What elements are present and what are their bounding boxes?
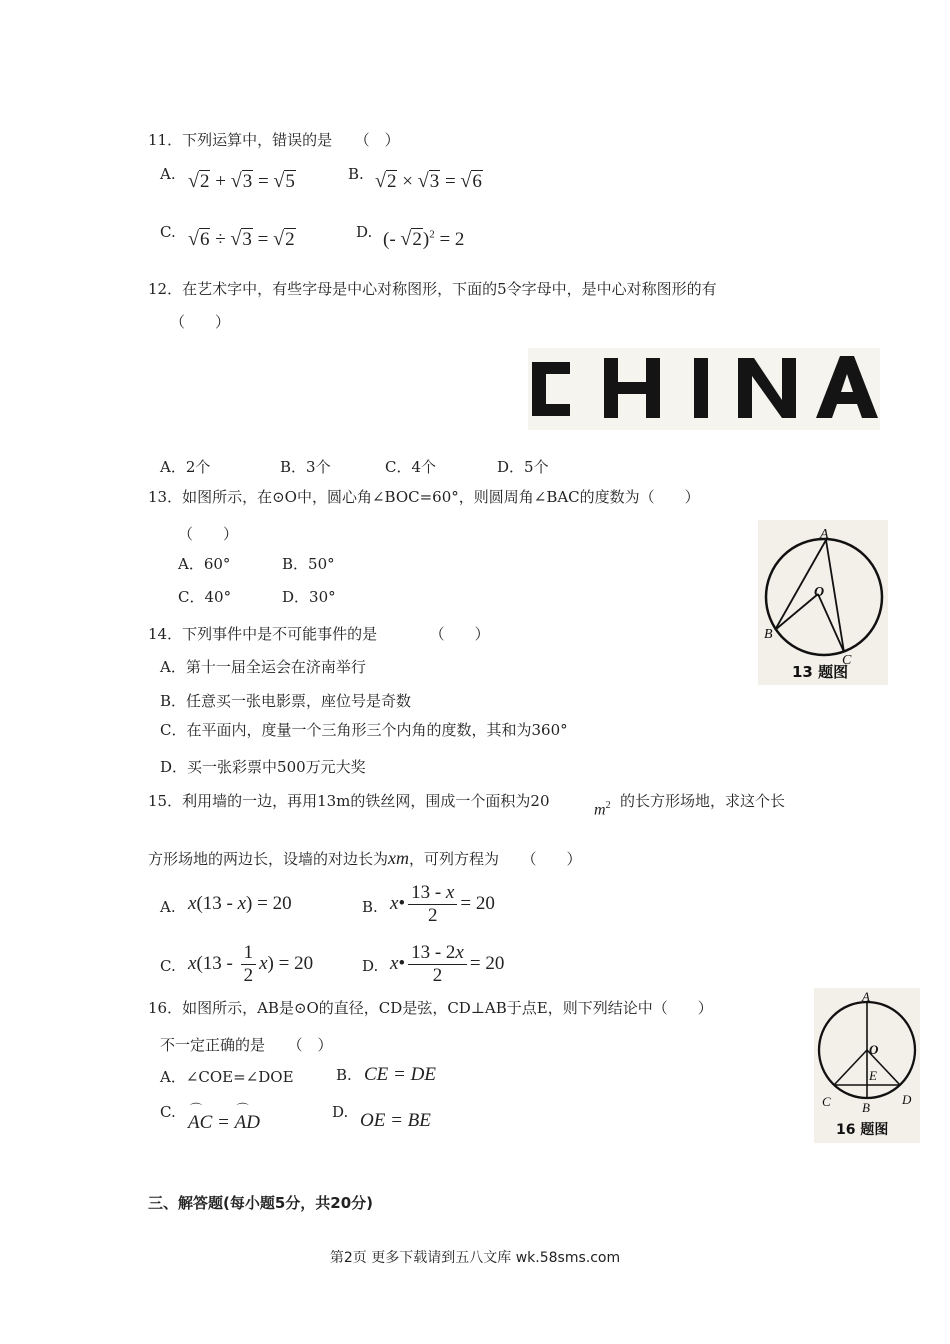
q11-option-b: √2 × √3 = √6 <box>375 170 482 192</box>
q11-option-c: √6 ÷ √3 = √2 <box>188 228 295 250</box>
q14-option-a: A．第十一届全运会在济南举行 <box>160 658 366 676</box>
letter-i <box>694 358 708 418</box>
q13-label-c: C <box>842 653 852 668</box>
q16-label-a: A <box>862 989 870 1004</box>
q16-line2: 不一定正确的是 （ ） <box>160 1036 333 1054</box>
china-word-image <box>528 348 880 430</box>
q13-option-b: B．50° <box>282 555 335 573</box>
q15-line2 <box>148 848 582 869</box>
q16-label-o: O <box>869 1042 879 1057</box>
q14-option-d: D．买一张彩票中500万元大奖 <box>160 758 366 776</box>
section-3-heading: 三、解答题(每小题5分，共20分) <box>148 1194 374 1212</box>
q13-label-a: A <box>820 527 829 542</box>
q13-figure <box>758 520 888 685</box>
q16-option-d: OE = BE <box>360 1110 431 1131</box>
q15-line2-part2: ，可列方程为 （ ） <box>409 850 582 868</box>
q11-option-d-label: D. <box>356 223 373 241</box>
letter-a <box>816 356 878 418</box>
q13-caption: 13 题图 <box>792 663 849 681</box>
china-letters-svg <box>528 348 880 430</box>
q15-stem-part1: 15．利用墙的一边，再用13m的铁丝网，围成一个面积为20 <box>148 792 550 810</box>
q14-option-c: C．在平面内，度量一个三角形三个内角的度数，其和为360° <box>160 721 568 739</box>
q15-option-d-label: D. <box>362 957 379 975</box>
q12-paren: （ ） <box>170 313 231 331</box>
q16-option-c: AC ⌒ = AD ⌒ <box>188 1102 260 1133</box>
q13-label-o: O <box>814 585 825 600</box>
q15-unit-m: m <box>594 801 606 819</box>
q16-label-b: B <box>862 1100 870 1115</box>
q16-label-c: C <box>822 1094 831 1109</box>
q15-option-b-label: B. <box>362 898 378 916</box>
q13-label-b: B <box>764 627 773 642</box>
q11-stem: 11．下列运算中，错误的是 （ ） <box>148 131 400 149</box>
q12-option-d: D．5个 <box>497 458 549 476</box>
letter-n <box>738 358 796 418</box>
q11-option-c-label: C. <box>160 223 176 241</box>
q15-option-c-label: C. <box>160 957 176 975</box>
q11-option-a: √2 + √3 = √5 <box>188 170 295 192</box>
q14-stem: 14．下列事件中是不可能事件的是 （ ） <box>148 625 490 643</box>
q15-option-a-label: A. <box>160 898 176 916</box>
q16-option-d-label: D. <box>332 1103 349 1121</box>
q12-option-b: B．3个 <box>280 458 331 476</box>
q15-var: xm <box>388 848 410 868</box>
q16-option-c-label: C. <box>160 1103 176 1121</box>
page-footer: 第2页 更多下载请到五八文库 wk.58sms.com <box>329 1250 621 1266</box>
q15-option-a: x(13 - x) = 20 <box>188 893 292 914</box>
q15-option-b: x• $\frac{13 - x}{2}$ = 20 <box>390 882 495 926</box>
q16-option-b: CE = DE <box>364 1064 436 1085</box>
q16-figure <box>814 988 920 1143</box>
q13-stem: 13．如图所示，在⊙O中，圆心角∠BOC=60°，则圆周角∠BAC的度数为（ ） <box>148 488 700 506</box>
q13-option-d: D．30° <box>282 588 336 606</box>
q11-option-a-label: A. <box>160 165 176 183</box>
q13-option-c: C．40° <box>178 588 232 606</box>
q16-caption: 16 题图 <box>836 1122 889 1138</box>
q12-option-c: C．4个 <box>385 458 437 476</box>
q13-paren: （ ） <box>178 525 239 543</box>
q14-option-b: B．任意买一张电影票，座位号是奇数 <box>160 692 412 710</box>
q15-unit-sup: 2 <box>605 800 611 811</box>
letter-h <box>604 358 660 418</box>
q16-label-e: E <box>869 1068 877 1083</box>
q16-label-d: D <box>902 1092 912 1107</box>
q15-option-c: x(13 - $\frac{1}{2}$ x) = 20 <box>188 942 314 986</box>
q15-line2-part1: 方形场地的两边长，设墙的对边长为 <box>148 850 389 868</box>
letter-c <box>532 362 570 416</box>
q16-stem: 16．如图所示，AB是⊙O的直径，CD是弦，CD⊥AB于点E，则下列结论中（ ） <box>148 999 713 1017</box>
q13-option-a: A．60° <box>178 555 231 573</box>
q15-option-d: x• $\frac{13 - 2x}{2}$ = 20 <box>390 942 505 986</box>
q16-option-a: A．∠COE=∠DOE <box>160 1068 294 1086</box>
q16-circle-diagram <box>814 988 920 1143</box>
q15-stem-part2: 的长方形场地，求这个长 <box>620 792 786 810</box>
q11-option-b-label: B. <box>348 165 364 183</box>
q16-option-b-label: B. <box>336 1066 352 1084</box>
q15-unit <box>594 800 611 819</box>
q11-option-d: (- √2)$^2$ = 2 <box>383 228 465 250</box>
q12-option-a: A．2个 <box>160 458 211 476</box>
q13-circle-diagram <box>758 520 888 685</box>
q12-stem: 12．在艺术字中，有些字母是中心对称图形，下面的5令字母中，是中心对称图形的有 <box>148 280 717 298</box>
